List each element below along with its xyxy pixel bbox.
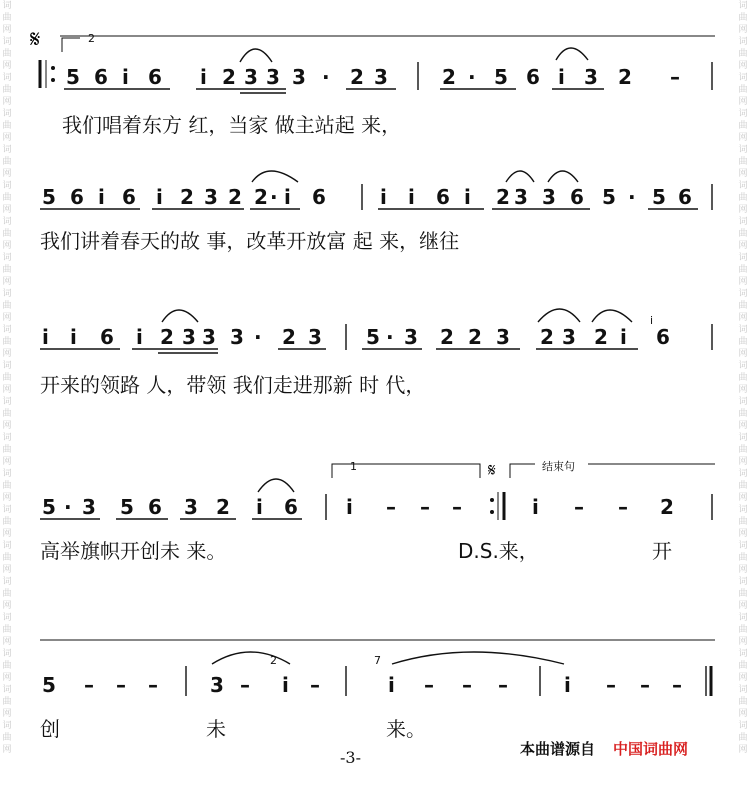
lyric-line-4-a: 高举旗帜开创未 来。 bbox=[40, 539, 227, 563]
watermark-char: 曲 bbox=[2, 553, 12, 563]
svg-text:3: 3 bbox=[182, 325, 196, 349]
lyric-line-5-b: 未 bbox=[206, 717, 226, 741]
svg-text:3: 3 bbox=[496, 325, 510, 349]
watermark-char: 词 bbox=[2, 361, 12, 371]
watermark-char: 词 bbox=[2, 505, 12, 515]
watermark-char: 曲 bbox=[738, 265, 748, 275]
lyric-line-4-c: 开 bbox=[652, 539, 672, 563]
watermark-char: 网 bbox=[2, 25, 12, 35]
watermark-char: 词 bbox=[738, 109, 748, 119]
svg-text:6: 6 bbox=[284, 495, 298, 519]
watermark-char: 词 bbox=[2, 721, 12, 731]
svg-text:–: – bbox=[574, 495, 584, 519]
watermark-char: 词 bbox=[738, 73, 748, 83]
watermark-char: 网 bbox=[2, 133, 12, 143]
svg-text:6: 6 bbox=[148, 495, 162, 519]
watermark-char: 词 bbox=[738, 685, 748, 695]
watermark-char: 词 bbox=[2, 289, 12, 299]
lyric-line-5-a: 创 bbox=[40, 717, 60, 741]
lyric-line-2: 我们讲着春天的故 事，改革开放富 起 来，继往 bbox=[40, 229, 460, 253]
watermark-char: 网 bbox=[738, 61, 748, 71]
svg-text:6: 6 bbox=[656, 325, 670, 349]
watermark-char: 网 bbox=[738, 349, 748, 359]
watermark-char: 网 bbox=[2, 745, 12, 755]
watermark-char: 网 bbox=[738, 169, 748, 179]
watermark-char: 词 bbox=[738, 145, 748, 155]
watermark-char: 词 bbox=[2, 1, 12, 11]
svg-text:–: – bbox=[148, 673, 158, 697]
page-number: -3- bbox=[340, 748, 361, 767]
watermark-char: 词 bbox=[738, 649, 748, 659]
watermark-char: 曲 bbox=[2, 49, 12, 59]
svg-text:6: 6 bbox=[678, 185, 692, 209]
watermark-char: 曲 bbox=[738, 13, 748, 23]
watermark-char: 曲 bbox=[2, 157, 12, 167]
watermark-char: 网 bbox=[738, 637, 748, 647]
watermark-char: 网 bbox=[738, 133, 748, 143]
watermark-char: 词 bbox=[2, 685, 12, 695]
svg-text:3: 3 bbox=[562, 325, 576, 349]
svg-text:2: 2 bbox=[618, 65, 632, 89]
svg-text:6: 6 bbox=[100, 325, 114, 349]
svg-text:7: 7 bbox=[374, 654, 381, 667]
watermark-char: 网 bbox=[738, 565, 748, 575]
lyric-line-4-b: D.S.来， bbox=[458, 539, 539, 563]
svg-text:i: i bbox=[70, 325, 77, 349]
svg-text:3: 3 bbox=[374, 65, 388, 89]
watermark-char: 网 bbox=[2, 61, 12, 71]
watermark-char: 网 bbox=[738, 205, 748, 215]
lyric-line-1: 我们唱着东方 红，当家 做主站起 来， bbox=[62, 113, 402, 137]
watermark-char: 词 bbox=[2, 37, 12, 47]
watermark-char: 网 bbox=[738, 673, 748, 683]
watermark-char: 曲 bbox=[2, 589, 12, 599]
svg-text:2: 2 bbox=[440, 325, 454, 349]
watermark-char: 曲 bbox=[738, 625, 748, 635]
svg-text:6: 6 bbox=[122, 185, 136, 209]
svg-text:·: · bbox=[270, 185, 278, 209]
watermark-char: 曲 bbox=[738, 85, 748, 95]
watermark-char: 词 bbox=[738, 613, 748, 623]
svg-text:i: i bbox=[122, 65, 129, 89]
svg-text:i: i bbox=[532, 495, 539, 519]
svg-text:3: 3 bbox=[514, 185, 528, 209]
svg-text:2: 2 bbox=[180, 185, 194, 209]
watermark-char: 网 bbox=[2, 385, 12, 395]
svg-text:2: 2 bbox=[540, 325, 554, 349]
svg-text:3: 3 bbox=[82, 495, 96, 519]
svg-text:i: i bbox=[156, 185, 163, 209]
svg-text:2: 2 bbox=[660, 495, 674, 519]
music-line-3 bbox=[40, 309, 712, 353]
watermark-char: 词 bbox=[2, 109, 12, 119]
svg-text:i: i bbox=[464, 185, 471, 209]
watermark-char: 网 bbox=[738, 25, 748, 35]
svg-text:3: 3 bbox=[244, 65, 258, 89]
svg-text:–: – bbox=[310, 673, 320, 697]
watermark-char: 曲 bbox=[2, 121, 12, 131]
watermark-char: 网 bbox=[738, 241, 748, 251]
watermark-char: 曲 bbox=[738, 373, 748, 383]
watermark-char: 词 bbox=[738, 397, 748, 407]
svg-text:i: i bbox=[620, 325, 627, 349]
svg-text:3: 3 bbox=[230, 325, 244, 349]
watermark-char: 词 bbox=[738, 325, 748, 335]
watermark-char: 曲 bbox=[738, 193, 748, 203]
lyric-line-3: 开来的领路 人，带领 我们走进那新 时 代， bbox=[40, 373, 426, 397]
volta-number-1: 1 bbox=[350, 460, 357, 473]
svg-text:·: · bbox=[628, 185, 636, 209]
watermark-char: 网 bbox=[2, 565, 12, 575]
watermark-char: 曲 bbox=[738, 445, 748, 455]
watermark-char: 词 bbox=[738, 289, 748, 299]
watermark-char: 曲 bbox=[2, 373, 12, 383]
watermark-char: 网 bbox=[2, 421, 12, 431]
watermark-char: 网 bbox=[2, 709, 12, 719]
watermark-char: 网 bbox=[738, 529, 748, 539]
watermark-char: 曲 bbox=[738, 553, 748, 563]
svg-text:i: i bbox=[388, 673, 395, 697]
watermark-char: 网 bbox=[738, 601, 748, 611]
watermark-char: 词 bbox=[2, 253, 12, 263]
watermark-char: 词 bbox=[738, 253, 748, 263]
watermark-char: 网 bbox=[2, 457, 12, 467]
watermark-char: 曲 bbox=[738, 337, 748, 347]
svg-text:5: 5 bbox=[66, 65, 80, 89]
watermark-char: 曲 bbox=[2, 625, 12, 635]
watermark-char: 词 bbox=[738, 469, 748, 479]
watermark-char: 网 bbox=[738, 421, 748, 431]
music-line-4 bbox=[40, 459, 715, 520]
watermark-char: 曲 bbox=[2, 517, 12, 527]
svg-text:·: · bbox=[322, 65, 330, 89]
svg-text:·: · bbox=[468, 65, 476, 89]
watermark-char: 曲 bbox=[738, 517, 748, 527]
watermark-char: 网 bbox=[2, 169, 12, 179]
watermark-char: 曲 bbox=[738, 697, 748, 707]
svg-text:5: 5 bbox=[120, 495, 134, 519]
svg-text:6: 6 bbox=[436, 185, 450, 209]
watermark-char: 词 bbox=[738, 1, 748, 11]
watermark-char: 曲 bbox=[738, 229, 748, 239]
watermark-char: 网 bbox=[738, 277, 748, 287]
watermark-char: 网 bbox=[738, 745, 748, 755]
svg-text:·: · bbox=[254, 325, 262, 349]
watermark-char: 曲 bbox=[2, 481, 12, 491]
svg-text:–: – bbox=[498, 673, 508, 697]
watermark-char: 网 bbox=[738, 457, 748, 467]
svg-text:3: 3 bbox=[404, 325, 418, 349]
segno-mark: 𝄋 bbox=[30, 25, 41, 53]
watermark-char: 词 bbox=[2, 181, 12, 191]
watermark-char: 词 bbox=[738, 217, 748, 227]
watermark-char: 词 bbox=[738, 721, 748, 731]
watermark-char: 词 bbox=[738, 37, 748, 47]
watermark-char: 曲 bbox=[738, 121, 748, 131]
svg-text:3: 3 bbox=[210, 673, 224, 697]
svg-text:3: 3 bbox=[584, 65, 598, 89]
watermark-char: 词 bbox=[2, 217, 12, 227]
svg-text:i: i bbox=[200, 65, 207, 89]
svg-text:i: i bbox=[564, 673, 571, 697]
watermark-char: 曲 bbox=[2, 13, 12, 23]
watermark-char: 曲 bbox=[2, 445, 12, 455]
svg-text:2: 2 bbox=[216, 495, 230, 519]
watermark-char: 网 bbox=[2, 493, 12, 503]
watermark-char: 网 bbox=[2, 637, 12, 647]
watermark-char: 曲 bbox=[738, 409, 748, 419]
watermark-char: 词 bbox=[2, 469, 12, 479]
svg-text:–: – bbox=[424, 673, 434, 697]
svg-text:2: 2 bbox=[350, 65, 364, 89]
watermark-char: 词 bbox=[2, 397, 12, 407]
watermark-char: 词 bbox=[738, 577, 748, 587]
watermark-char: 曲 bbox=[2, 409, 12, 419]
watermark-char: 曲 bbox=[2, 229, 12, 239]
watermark-char: 词 bbox=[2, 433, 12, 443]
svg-text:5: 5 bbox=[42, 495, 56, 519]
svg-text:i: i bbox=[650, 314, 654, 327]
svg-text:2: 2 bbox=[228, 185, 242, 209]
svg-text:i: i bbox=[42, 325, 49, 349]
svg-text:–: – bbox=[420, 495, 430, 519]
svg-text:2: 2 bbox=[282, 325, 296, 349]
watermark-char: 词 bbox=[2, 613, 12, 623]
svg-text:i: i bbox=[284, 185, 291, 209]
watermark-char: 网 bbox=[2, 529, 12, 539]
watermark-char: 曲 bbox=[738, 733, 748, 743]
watermark-char: 词 bbox=[2, 541, 12, 551]
svg-text:2: 2 bbox=[594, 325, 608, 349]
source-credit bbox=[520, 738, 688, 759]
music-line-2 bbox=[40, 171, 712, 210]
svg-text:–: – bbox=[386, 495, 396, 519]
watermark-char: 曲 bbox=[2, 697, 12, 707]
watermark-char: 曲 bbox=[2, 337, 12, 347]
source-label: 本曲谱源自 bbox=[520, 740, 596, 758]
svg-text:i: i bbox=[98, 185, 105, 209]
svg-text:2: 2 bbox=[254, 185, 268, 209]
svg-text:5: 5 bbox=[42, 185, 56, 209]
svg-text:6: 6 bbox=[526, 65, 540, 89]
svg-text:i: i bbox=[282, 673, 289, 697]
svg-text:6: 6 bbox=[94, 65, 108, 89]
watermark-char: 网 bbox=[2, 601, 12, 611]
svg-text:3: 3 bbox=[184, 495, 198, 519]
svg-text:2: 2 bbox=[496, 185, 510, 209]
svg-text:–: – bbox=[84, 673, 94, 697]
watermark-char: 曲 bbox=[738, 157, 748, 167]
svg-text:i: i bbox=[346, 495, 353, 519]
watermark-char: 词 bbox=[2, 73, 12, 83]
watermark-char: 网 bbox=[738, 313, 748, 323]
watermark-char: 网 bbox=[738, 493, 748, 503]
watermark-char: 词 bbox=[738, 541, 748, 551]
svg-text:·: · bbox=[386, 325, 394, 349]
svg-text:5: 5 bbox=[652, 185, 666, 209]
svg-text:–: – bbox=[240, 673, 250, 697]
watermark-char: 词 bbox=[2, 145, 12, 155]
svg-text:3: 3 bbox=[308, 325, 322, 349]
watermark-char: 词 bbox=[2, 577, 12, 587]
watermark-char: 曲 bbox=[2, 733, 12, 743]
svg-text:5: 5 bbox=[42, 673, 56, 697]
svg-text:–: – bbox=[116, 673, 126, 697]
watermark-char: 曲 bbox=[738, 661, 748, 671]
svg-text:i: i bbox=[380, 185, 387, 209]
watermark-char: 曲 bbox=[738, 481, 748, 491]
segno-mark-2: 𝄋 bbox=[488, 460, 496, 481]
volta-bracket-2 bbox=[62, 38, 80, 52]
watermark-char: 曲 bbox=[2, 265, 12, 275]
svg-text:6: 6 bbox=[312, 185, 326, 209]
svg-text:3: 3 bbox=[266, 65, 280, 89]
svg-text:5: 5 bbox=[366, 325, 380, 349]
svg-text:6: 6 bbox=[148, 65, 162, 89]
svg-text:6: 6 bbox=[570, 185, 584, 209]
watermark-char: 网 bbox=[2, 277, 12, 287]
svg-text:2: 2 bbox=[468, 325, 482, 349]
watermark-char: 网 bbox=[2, 205, 12, 215]
svg-text:6: 6 bbox=[70, 185, 84, 209]
watermark-char: 曲 bbox=[2, 301, 12, 311]
svg-text:i: i bbox=[558, 65, 565, 89]
watermark-char: 网 bbox=[2, 241, 12, 251]
watermark-char: 词 bbox=[738, 181, 748, 191]
watermark-char: 网 bbox=[2, 349, 12, 359]
lyric-line-5-c: 来。 bbox=[386, 717, 426, 741]
watermark-char: 词 bbox=[738, 505, 748, 515]
svg-text:–: – bbox=[672, 673, 682, 697]
svg-text:–: – bbox=[670, 65, 680, 89]
watermark-char: 曲 bbox=[2, 85, 12, 95]
watermark-char: 网 bbox=[2, 97, 12, 107]
svg-text:i: i bbox=[408, 185, 415, 209]
music-line-1 bbox=[40, 48, 712, 93]
svg-text:3: 3 bbox=[202, 325, 216, 349]
watermark-char: 曲 bbox=[738, 589, 748, 599]
watermark-char: 网 bbox=[2, 313, 12, 323]
svg-text:–: – bbox=[452, 495, 462, 519]
source-site-link[interactable]: 中国词曲网 bbox=[613, 740, 689, 758]
svg-text:–: – bbox=[640, 673, 650, 697]
volta-number-2: 2 bbox=[88, 32, 95, 45]
watermark-char: 曲 bbox=[738, 49, 748, 59]
svg-text:5: 5 bbox=[602, 185, 616, 209]
watermark-char: 曲 bbox=[2, 193, 12, 203]
watermark-char: 网 bbox=[738, 97, 748, 107]
svg-text:2: 2 bbox=[442, 65, 456, 89]
ending-label: 结束句 bbox=[542, 460, 575, 473]
svg-text:–: – bbox=[606, 673, 616, 697]
svg-text:i: i bbox=[256, 495, 263, 519]
svg-text:i: i bbox=[136, 325, 143, 349]
watermark-char: 曲 bbox=[2, 661, 12, 671]
svg-text:3: 3 bbox=[204, 185, 218, 209]
svg-text:2: 2 bbox=[222, 65, 236, 89]
watermark-char: 词 bbox=[738, 361, 748, 371]
watermark-char: 词 bbox=[2, 325, 12, 335]
svg-text:5: 5 bbox=[494, 65, 508, 89]
music-line-5 bbox=[42, 652, 711, 697]
svg-text:–: – bbox=[618, 495, 628, 519]
svg-text:·: · bbox=[64, 495, 72, 519]
watermark-char: 网 bbox=[738, 385, 748, 395]
svg-text:3: 3 bbox=[542, 185, 556, 209]
svg-text:2: 2 bbox=[160, 325, 174, 349]
svg-text:–: – bbox=[462, 673, 472, 697]
svg-text:2: 2 bbox=[270, 654, 277, 667]
watermark-char: 网 bbox=[2, 673, 12, 683]
watermark-char: 词 bbox=[738, 433, 748, 443]
watermark-char: 词 bbox=[2, 649, 12, 659]
svg-text:3: 3 bbox=[292, 65, 306, 89]
watermark-char: 网 bbox=[738, 709, 748, 719]
watermark-char: 曲 bbox=[738, 301, 748, 311]
